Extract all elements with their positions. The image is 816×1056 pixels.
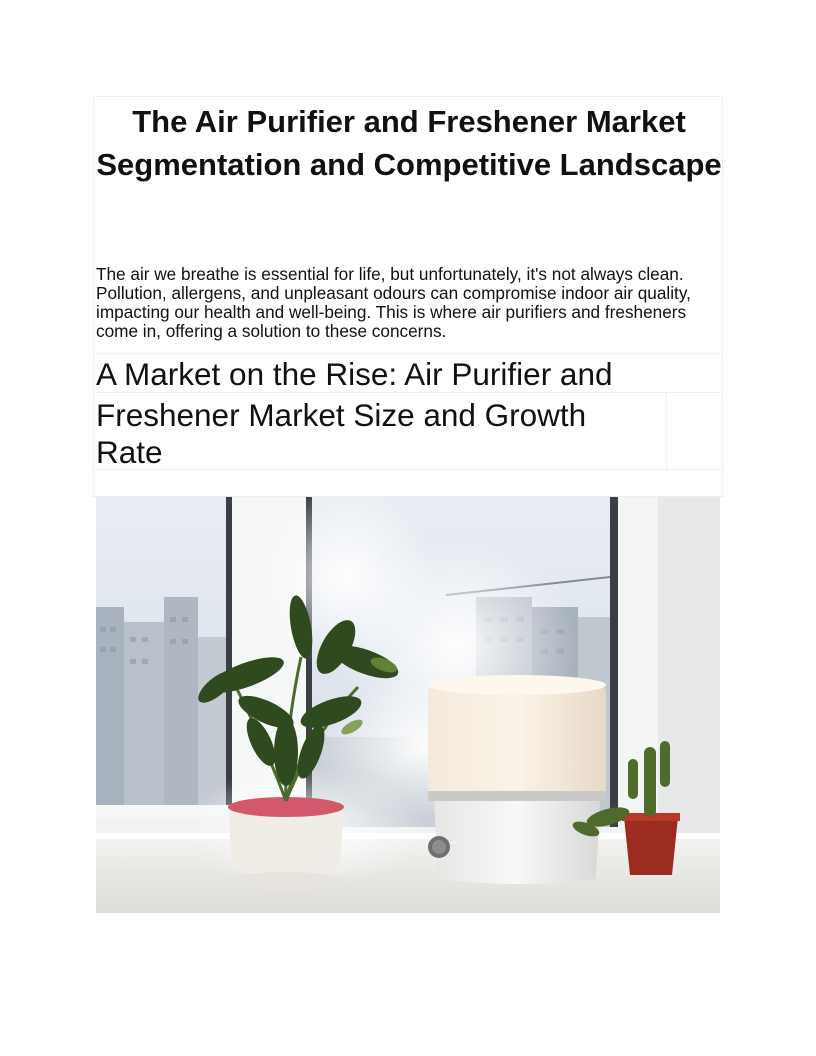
section-heading-line-2: Freshener Market Size and Growth xyxy=(96,397,587,433)
humidifier-plant-window-photo xyxy=(96,497,720,913)
humidifier-photo xyxy=(96,497,720,913)
intro-paragraph: The air we breathe is essential for life, but unfortunately, it's not always clean. Pollution, allergens, and unpleasant odours can compromise indoor air quality, impacting our health and well-being. This is where air purifiers and fresheners come in, offering a solution to these concerns. xyxy=(96,264,691,341)
document-title: The Air Purifier and Freshener Market Segmentation and Competitive Landscape xyxy=(96,104,722,182)
heading-cell-frame-3 xyxy=(666,392,723,470)
section-heading-line-3: Rate xyxy=(96,434,163,470)
section-heading-line-1: A Market on the Rise: Air Purifier and xyxy=(96,356,613,392)
spacer-cell-frame xyxy=(93,469,723,497)
